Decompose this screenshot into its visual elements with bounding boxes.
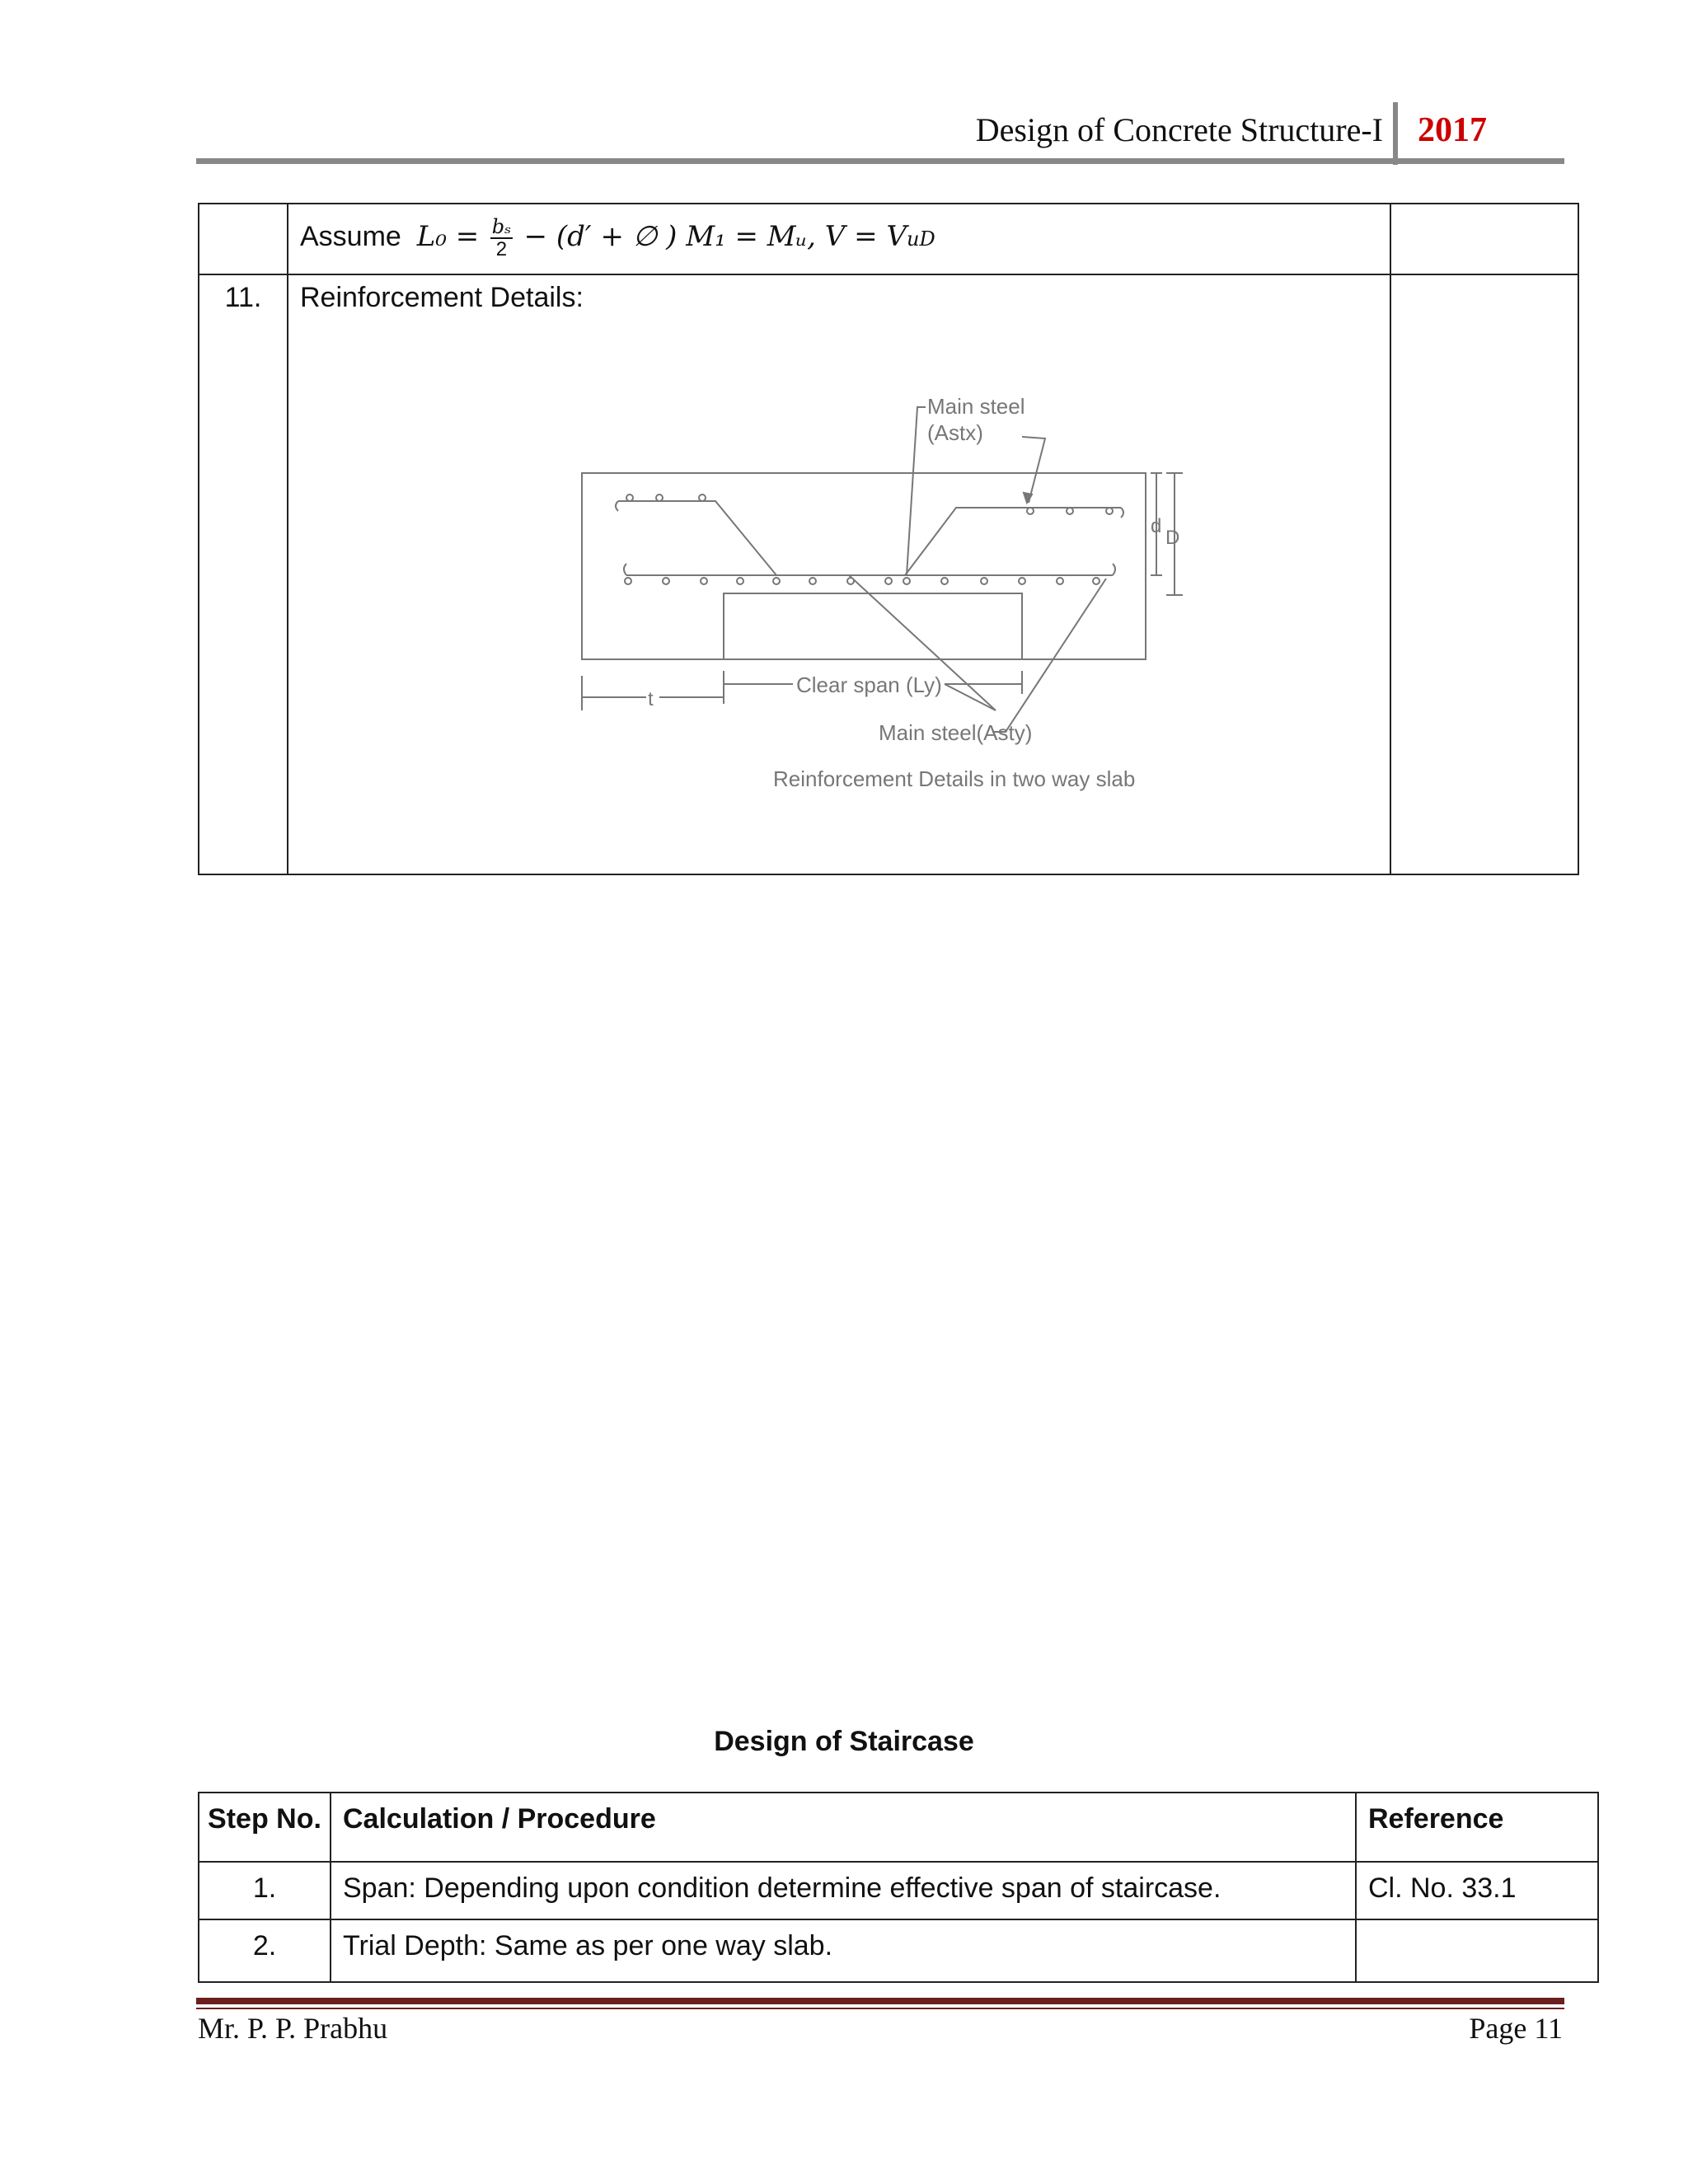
rebar-dot <box>903 578 910 584</box>
header-calc: Calculation / Procedure <box>331 1793 1356 1862</box>
rebar-dot <box>809 578 816 584</box>
reference-text: Cl. No. 33.1 <box>1356 1862 1598 1919</box>
calc-cell <box>288 204 1390 274</box>
label-astx: (Astx) <box>927 420 983 445</box>
step-cell <box>199 274 288 874</box>
rebar-dot <box>773 578 780 584</box>
leader-span-link <box>945 684 996 710</box>
header-reference: Reference <box>1356 1793 1598 1862</box>
formula-subscript: uD <box>907 227 935 251</box>
reference-cell <box>1390 274 1578 874</box>
fraction-denominator: 2 <box>495 238 508 260</box>
staircase-table <box>198 1792 1599 1983</box>
rebar-dot <box>941 578 948 584</box>
footer-author: Mr. P. P. Prabhu <box>198 2012 388 2045</box>
bottom-bar-hook-right <box>1113 564 1115 575</box>
diagram-caption: Reinforcement Details in two way slab <box>773 766 1136 791</box>
rebar-dot <box>626 494 633 501</box>
arrow-head <box>1024 493 1032 503</box>
footer-rule-thin <box>196 2008 1564 2009</box>
top-bar-hook-right <box>1121 508 1123 518</box>
label-D: D <box>1165 527 1180 549</box>
rebar-dot <box>663 578 669 584</box>
assume-label: Assume <box>300 220 401 252</box>
rebar-dot <box>1019 578 1025 584</box>
rebar-dot <box>1067 508 1073 514</box>
step-number: 2. <box>199 1919 331 1982</box>
header-separator <box>1393 102 1398 165</box>
rebar-dot <box>1027 508 1034 514</box>
reinforcement-heading: Reinforcement Details: <box>300 282 584 313</box>
bottom-bar-hook-left <box>624 564 626 575</box>
reference-text <box>1356 1919 1598 1982</box>
rebar-dot <box>656 494 663 501</box>
label-main-steel-y: Main steel(Asty) <box>879 720 1033 745</box>
footer-page-number: Page 11 <box>1469 2012 1563 2045</box>
top-bar-left <box>618 501 776 575</box>
support-outline <box>724 593 1022 659</box>
header-rule <box>196 158 1564 164</box>
footer-rule <box>196 1998 1564 2004</box>
reinforcement-diagram <box>560 387 1187 799</box>
header-title: Design of Concrete Structure-I <box>975 111 1383 148</box>
reference-cell <box>1390 204 1578 274</box>
label-d: d <box>1151 515 1162 537</box>
rebar-dot <box>699 494 706 501</box>
page-header <box>196 102 1563 165</box>
calc-text: Span: Depending upon condition determine effective span of staircase. <box>331 1862 1356 1919</box>
table-row <box>199 1919 1598 1982</box>
header-step: Step No. <box>199 1793 331 1862</box>
calc-text: Trial Depth: Same as per one way slab. <box>331 1919 1356 1982</box>
step-number: 11. <box>224 282 262 313</box>
formula-rest: − (d′ + ∅ ) M₁ = Mᵤ, V = V <box>523 219 907 253</box>
label-clear-span: Clear span (Ly) <box>796 673 942 697</box>
rebar-dot <box>847 578 854 584</box>
step-cell <box>199 204 288 274</box>
section-title: Design of Staircase <box>714 1726 974 1757</box>
leader-asty <box>992 579 1106 732</box>
table-row <box>199 1862 1598 1919</box>
header-year: 2017 <box>1418 111 1487 149</box>
rebar-dot <box>1093 578 1100 584</box>
rebar-dot <box>1106 508 1113 514</box>
rebar-dot <box>1057 578 1063 584</box>
rebar-dot <box>701 578 707 584</box>
top-bar-hook-left <box>616 501 618 511</box>
label-main-steel-x: Main steel <box>927 394 1025 419</box>
assume-formula <box>288 204 1390 260</box>
rebar-dot <box>737 578 743 584</box>
table-row <box>199 204 1578 274</box>
step-number: 1. <box>199 1862 331 1919</box>
top-bar-right <box>905 508 1121 575</box>
rebar-dot <box>981 578 987 584</box>
formula-lo: L₀ = <box>416 219 480 253</box>
fraction <box>490 216 513 260</box>
leader-main-steel-x-bottom <box>907 407 926 575</box>
rebar-dot <box>625 578 631 584</box>
label-t: t <box>648 688 654 710</box>
rebar-dot <box>885 578 892 584</box>
fraction-numerator: bₛ <box>491 215 512 238</box>
table-header-row <box>199 1793 1598 1862</box>
